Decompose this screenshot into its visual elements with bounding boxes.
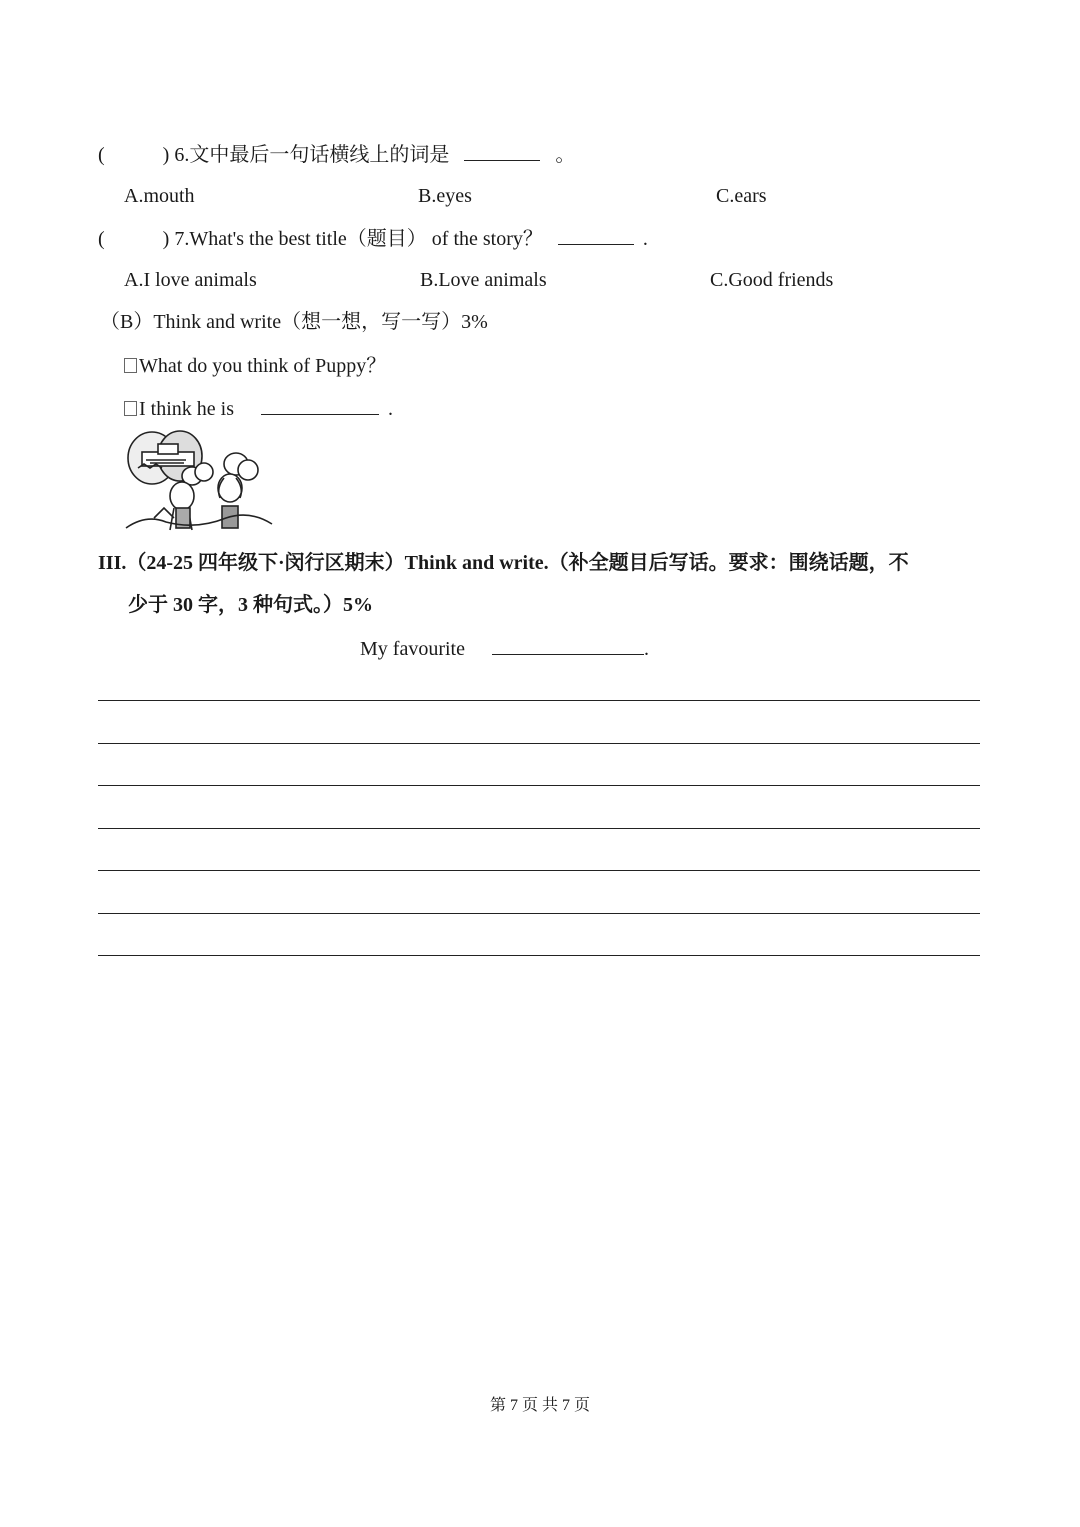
q7-end: .	[642, 228, 648, 250]
q7-option-b[interactable]: B.Love animals	[420, 269, 547, 291]
q7-option-c[interactable]: C.Good friends	[710, 269, 834, 291]
q6-paren: (	[98, 144, 105, 166]
part-iii-title	[360, 634, 649, 663]
writing-line[interactable]	[98, 870, 980, 871]
q7-text: ) 7.What's the best title（题目） of the story？	[162, 228, 543, 250]
q6-option-a[interactable]: A.mouth	[124, 185, 195, 207]
writing-line[interactable]	[98, 700, 980, 701]
question-7	[98, 224, 648, 253]
q7-answer-blank[interactable]	[558, 224, 634, 245]
checkbox-icon	[124, 358, 137, 373]
part-iii-instruction-line2: 少于 30 字，3 种句式。）5%	[128, 594, 373, 616]
q6-answer-blank[interactable]	[464, 140, 540, 161]
q7-paren: (	[98, 228, 105, 250]
part-b-question-text: What do you think of Puppy？	[139, 355, 387, 377]
page-footer: 第 7 页 共 7 页	[489, 1397, 590, 1414]
part-b-question	[124, 352, 386, 380]
part-iii-title-prefix: My favourite	[360, 638, 465, 660]
writing-line[interactable]	[98, 828, 980, 829]
part-b-answer-prefix: I think he is	[139, 398, 234, 420]
part-b-answer-blank[interactable]	[261, 394, 379, 415]
zoo-mice-illustration	[124, 428, 274, 538]
checkbox-icon	[124, 401, 137, 416]
part-iii-title-blank[interactable]	[492, 634, 644, 655]
writing-line[interactable]	[98, 785, 980, 786]
part-iii-instruction-line1: III.（24-25 四年级下·闵行区期末）Think and write.（补全题目后写话。要求：围绕话题，不	[98, 552, 909, 574]
q6-option-c[interactable]: C.ears	[716, 185, 767, 207]
question-6	[98, 140, 575, 169]
writing-line[interactable]	[98, 913, 980, 914]
writing-line[interactable]	[98, 955, 980, 956]
part-b-answer	[124, 394, 393, 423]
part-b-answer-end: .	[388, 398, 393, 420]
writing-line[interactable]	[98, 743, 980, 744]
q7-option-a[interactable]: A.I love animals	[124, 269, 257, 291]
q6-option-b[interactable]: B.eyes	[418, 185, 472, 207]
part-b-heading: （B）Think and write（想一想，写一写）3%	[100, 311, 488, 333]
q6-end: 。	[555, 144, 576, 166]
part-iii-title-end: .	[643, 638, 649, 660]
q6-text: ) 6.文中最后一句话横线上的词是	[162, 144, 450, 166]
